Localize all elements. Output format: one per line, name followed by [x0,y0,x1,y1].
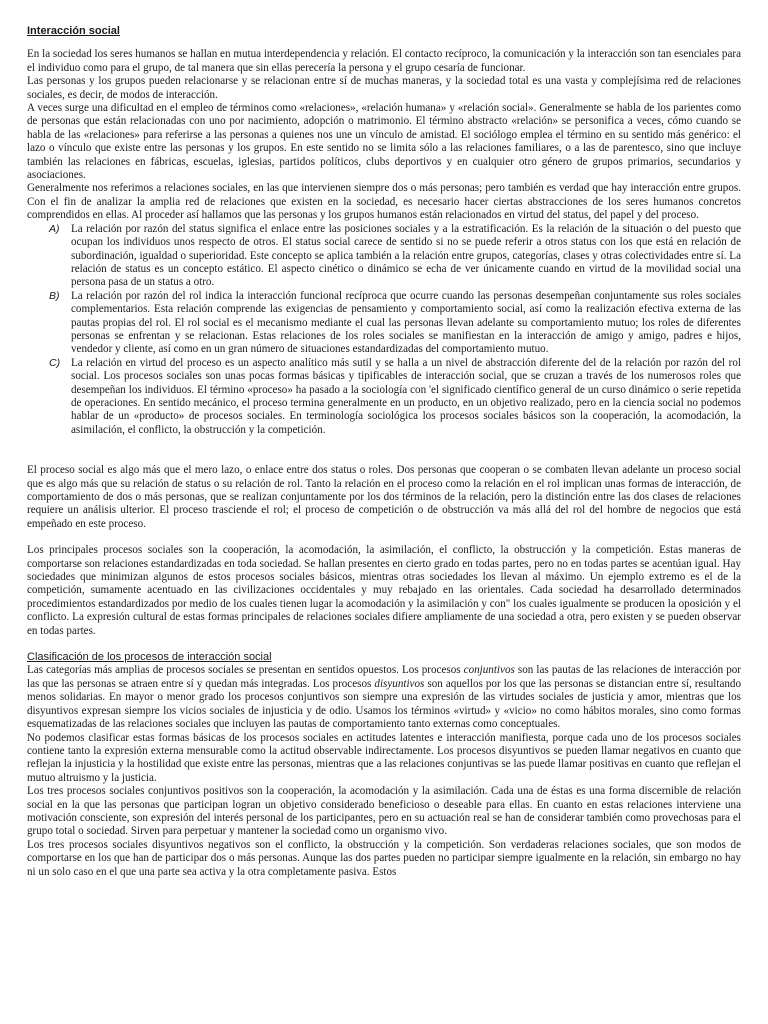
page-title: Interacción social [27,25,120,37]
classification-paragraph-4: Los tres procesos sociales disyuntivos negativos son el conflicto, la obstrucción y la competición. Son verdaderas relaciones sociales, que son modos de comportarse en los que han de participar dos o más personas. Aunque las dos partes pueden no participar siempre igualmente en la relación, sin embargo no hay ni un solo caso en el que una parte sea activa y la otra completamente pasiva. Estos [27,838,741,878]
section-title: Clasificación de los procesos de interacción social [27,651,272,664]
classification-paragraph-1 [27,664,741,731]
list-marker: C) [49,356,61,369]
spacer [27,638,741,651]
list-item [27,223,741,290]
text-run: Las categorías más amplias de procesos sociales se presentan en sentidos opuestos. Los procesos [27,664,464,677]
list-item-text: La relación en virtud del proceso es un aspecto analítico más sutil y se halla a un nivel de abstracción diferente del de la relación por razón del rol social. Los procesos sociales son unas pocas formas básicas y tipificables de interacción social, que se cruzan a través de los numerosos roles que desempeñan los individuos. El término «proceso» ha pasado a la sociología con 'el significado científico general de un curso dinámico o serie repetida de operaciones. En sentido mecánico, el proceso termina generalmente en un producto, en un objetivo realizado, pero en la ciencia social no podemos hablar de un «producto» de procesos sociales. En terminología sociológica los procesos sociales básicos son la cooperación, la acomodación, la asimilación, el conflicto, la obstrucción y la competición. [71,356,741,436]
list-item-text: La relación por razón del rol indica la interacción funcional recíproca que ocurre cuando las personas desempeñan conjuntamente sus roles sociales complementarios. Esta relación comprende las exigencias de pensamiento y comportamiento social, así como la realización efectiva externa de las pautas propias del rol. El rol social es el mecanismo mediante el cual las personas llevan adelante su comportamiento mutuo; los roles de diferentes personas se enfrentan y se relacionan. Estas relaciones de los roles sociales se manifiestan en la interacción de amigo y amigo, padres e hijos, vendedor y cliente, así como en un gran número de situaciones estandardizadas del comportamiento mutuo. [71,289,741,356]
list-item [27,357,741,437]
intro-paragraph-1: En la sociedad los seres humanos se hallan en mutua interdependencia y relación. El contacto recíproco, la comunicación y la interacción son tan esenciales para el individuo como para el grupo, de tal manera que sin ellas perecería la persona y el grupo cesaría de funcionar. [27,48,741,74]
process-paragraph: El proceso social es algo más que el mero lazo, o enlace entre dos status o roles. Dos personas que cooperan o se combaten llevan adelante un proceso social que es algo más que su relación de status o su relación de rol. Tanto la relación en el proceso como la relación en el rol implican unas formas de interacción, de comportamiento de dos o más personas, que se realizan conjuntamente por los dos términos de la relación, pero la distinción entre las dos clases de relaciones requiere un análisis ulterior. El proceso trasciende el rol; el proceso de competición o de obstrucción va más allá del rol del hombre de negocios que está empeñado en este proceso. [27,464,741,530]
list-item-text: La relación por razón del status significa el enlace entre las posiciones sociales y a la estratificación. Es la relación de la situación o del puesto que ocupan los individuos unos respecto de otros. El status social carece de sentido si no se puede referir a otros status con los que está en relación de subordinación, igualdad o superioridad. Este concepto se aplica también a la relación entre grupos, categorías, clases y otras colectividades entre sí. La relación de status es un concepto estático. El aspecto cinético o dinámico se echa de ver únicamente cuando en virtud de la movilidad social una persona pasa de un status a otro. [71,222,741,289]
relation-types-list [27,223,741,438]
classification-paragraph-3: Los tres procesos sociales conjuntivos positivos son la cooperación, la acomodación y la asimilación. Cada una de éstas es una forma discernible de relación social en la que las personas que participan logran un objetivo considerado beneficioso o deseable para ellas. En cuanto en estas relaciones interviene una motivación consciente, son expresión del interés personal de los participantes, pero en su actuación real se han de considerar también como provechosas para el grupo total o sociedad. Sirven para perpetuar y mantener la sociedad como un organismo vivo. [27,785,741,838]
list-marker: A) [49,222,60,235]
text-run: son aquellos por los que las personas se distancian entre sí, resultando menos solidarias. En mayor o menor grado los procesos conjuntivos son siempre una expresión de las virtudes sociales de justicia y amor, mientras que los disyuntivos expresan siempre los vicios sociales de injusticia y de odio. Usamos los términos «virtud» y «vicio» no como hábitos morales, sino como formas esquematizadas de las relaciones sociales que incluyen las pautas de comportamiento tanto externas como conceptuales. [27,677,742,731]
intro-paragraph-4: Generalmente nos referimos a relaciones sociales, en las que intervienen siempre dos o más personas; pero también es verdad que hay interacción entre grupos. Con el fin de analizar la amplia red de relaciones que existen en la sociedad, es necesario hacer ciertas abstracciones de los seres humanos concretos comprendidos en ellas. Al proceder así hallamos que las personas y los grupos humanos están relacionados en virtud del status, del papel y del proceso. [27,182,741,222]
list-marker: B) [49,289,60,302]
intro-paragraph-3: A veces surge una dificultad en el empleo de términos como «relaciones», «relación humana» y «relación social». Generalmente se habla de los parientes como de personas que están relacionadas con uno por nacimiento, adopción o matrimonio. El término abstracto «relación» se personifica a veces, cómo cuando se habla de las «relaciones» para referirse a las personas a quienes nos une un vínculo de amistad. El sociólogo emplea el término en su sentido más genérico: el lazo o vínculo que existe entre las personas y los grupos. En este sentido no se limita sólo a las relaciones familiares, o a las de parentesco, sino que incluye también las relaciones en fábricas, escuelas, iglesias, partidos políticos, clubs deportivos y en cualquier otro género de grupos primarios, secundarios y asociaciones. [27,102,741,182]
document-page [27,25,741,879]
main-processes-paragraph: Los principales procesos sociales son la cooperación, la acomodación, la asimilación, el conflicto, la obstrucción y la competición. Estas maneras de comportarse son relaciones estandardizadas en toda sociedad. Se hallan presentes en cierto grado en todas partes, pero no en todas partes se acentúan igual. Hay sociedades que minimizan algunos de estos procesos sociales básicos, mientras otras sociedades los llevan al máximo. Un ejemplo extremo es el de la competición, sumamente acentuado en las civilizaciones occidentales y muy rebajado en las orientales. Cada sociedad ha desarrollado determinados procedimientos estandardizados por medio de los cuales tienen lugar la acomodación y la asimilación y con" los cuales igualmente se producen la oposición y el conflicto. La expresión cultural de estas formas principales de relaciones sociales difiere ampliamente de una sociedad a otra, pero existen y se pueden observar en todas partes. [27,544,741,637]
spacer [27,437,741,464]
text-run: son las pautas de las relaciones de interacción por las que las personas se atraen entre sí y quedan más integradas. Los procesos [27,664,741,690]
classification-paragraph-2: No podemos clasificar estas formas básicas de los procesos sociales en actitudes latentes e interacción manifiesta, porque cada uno de los procesos sociales contiene tanto la expresión externa mensurable como la actitud observable indirectamente. Los procesos disyuntivos se pueden llamar negativos en cuanto que reflejan la injusticia y la hostilidad que existe entre las personas, mientras que a las relaciones conjuntivas se las puede llamar positivas en cuanto que reflejan el mutuo altruismo y la justicia. [27,731,741,784]
emphasis-disyuntivos: disyuntivos [374,677,425,690]
list-item [27,290,741,357]
spacer [27,531,741,544]
intro-paragraph-2: Las personas y los grupos pueden relacionarse y se relacionan entre sí de muchas maneras, y la sociedad total es una vasta y complejísima red de relaciones sociales, es decir, de modos de interacción. [27,75,741,101]
emphasis-conjuntivos: conjuntivos [463,664,515,677]
